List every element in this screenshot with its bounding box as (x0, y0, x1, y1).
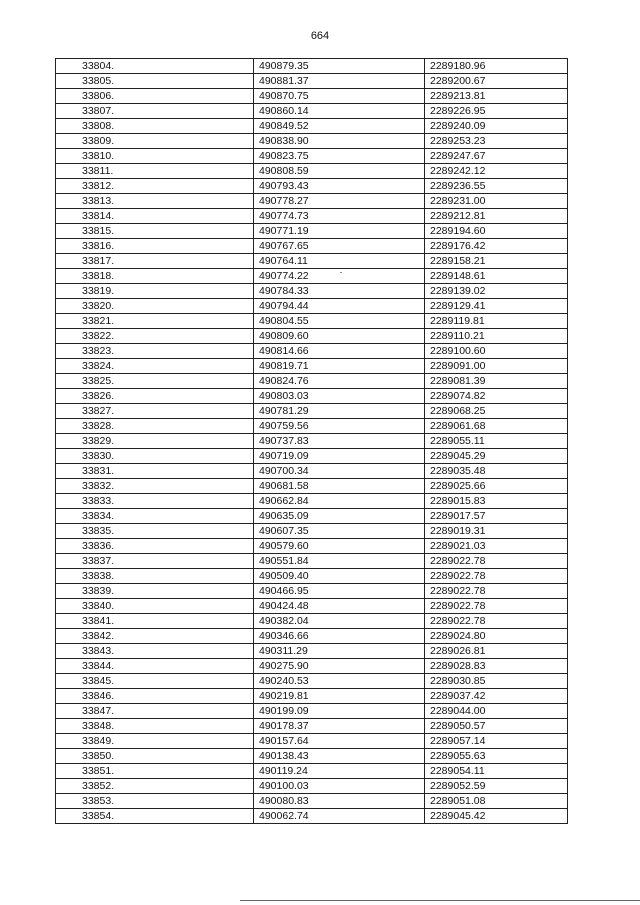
y-coordinate-cell: 2289054.11 (425, 764, 568, 779)
table-row (56, 254, 568, 269)
x-coordinate-cell: 490700.34 (254, 464, 425, 479)
table-row (56, 614, 568, 629)
y-coordinate-cell: 2289158.21 (425, 254, 568, 269)
point-id-cell: 33812. (56, 179, 254, 194)
x-coordinate-cell: 490466.95 (254, 584, 425, 599)
x-coordinate-cell: 490138.43 (254, 749, 425, 764)
y-coordinate-cell: 2289024.80 (425, 629, 568, 644)
table-row (56, 359, 568, 374)
y-coordinate-cell: 2289129.41 (425, 299, 568, 314)
point-id-cell: 33834. (56, 509, 254, 524)
x-coordinate-cell: 490881.37 (254, 74, 425, 89)
point-id-cell: 33806. (56, 89, 254, 104)
point-id-cell: 33814. (56, 209, 254, 224)
table-row (56, 704, 568, 719)
x-coordinate-cell: 490509.40 (254, 569, 425, 584)
point-id-cell: 33820. (56, 299, 254, 314)
x-coordinate-cell: 490157.64 (254, 734, 425, 749)
y-coordinate-cell: 2289019.31 (425, 524, 568, 539)
table-row (56, 404, 568, 419)
y-coordinate-cell: 2289074.82 (425, 389, 568, 404)
x-coordinate-cell: 490823.75 (254, 149, 425, 164)
table-row (56, 269, 568, 284)
x-coordinate-cell: 490737.83 (254, 434, 425, 449)
point-id-cell: 33808. (56, 119, 254, 134)
table-row (56, 644, 568, 659)
y-coordinate-cell: 2289213.81 (425, 89, 568, 104)
table-row (56, 464, 568, 479)
table-row (56, 299, 568, 314)
x-coordinate-cell: 490382.04 (254, 614, 425, 629)
y-coordinate-cell: 2289139.02 (425, 284, 568, 299)
x-coordinate-cell: 490764.11 (254, 254, 425, 269)
x-coordinate-cell: 490784.33 (254, 284, 425, 299)
point-id-cell: 33845. (56, 674, 254, 689)
point-id-cell: 33811. (56, 164, 254, 179)
x-coordinate-cell: 490793.43 (254, 179, 425, 194)
point-id-cell: 33841. (56, 614, 254, 629)
x-coordinate-cell: 490774.22 (254, 269, 425, 284)
table-row (56, 119, 568, 134)
table-row (56, 749, 568, 764)
point-id-cell: 33847. (56, 704, 254, 719)
y-coordinate-cell: 2289050.57 (425, 719, 568, 734)
table-row (56, 89, 568, 104)
point-id-cell: 33843. (56, 644, 254, 659)
table-row (56, 239, 568, 254)
table-row (56, 179, 568, 194)
table-row (56, 584, 568, 599)
x-coordinate-cell: 490803.03 (254, 389, 425, 404)
table-row (56, 674, 568, 689)
point-id-cell: 33837. (56, 554, 254, 569)
table-row (56, 74, 568, 89)
point-id-cell: 33813. (56, 194, 254, 209)
x-coordinate-cell: 490824.76 (254, 374, 425, 389)
x-coordinate-cell: 490759.56 (254, 419, 425, 434)
y-coordinate-cell: 2289022.78 (425, 599, 568, 614)
point-id-cell: 33809. (56, 134, 254, 149)
x-coordinate-cell: 490100.03 (254, 779, 425, 794)
y-coordinate-cell: 2289068.25 (425, 404, 568, 419)
point-id-cell: 33835. (56, 524, 254, 539)
table-row (56, 374, 568, 389)
point-id-cell: 33816. (56, 239, 254, 254)
scan-artifact-dot (340, 272, 342, 273)
x-coordinate-cell: 490681.58 (254, 479, 425, 494)
table-row (56, 314, 568, 329)
page-number: 664 (310, 30, 330, 42)
table-row (56, 554, 568, 569)
table-row (56, 569, 568, 584)
table-row (56, 329, 568, 344)
point-id-cell: 33836. (56, 539, 254, 554)
x-coordinate-cell: 490870.75 (254, 89, 425, 104)
table-row (56, 149, 568, 164)
table-row (56, 59, 568, 74)
x-coordinate-cell: 490119.24 (254, 764, 425, 779)
x-coordinate-cell: 490879.35 (254, 59, 425, 74)
x-coordinate-cell: 490767.65 (254, 239, 425, 254)
point-id-cell: 33828. (56, 419, 254, 434)
x-coordinate-cell: 490794.44 (254, 299, 425, 314)
point-id-cell: 33838. (56, 569, 254, 584)
x-coordinate-cell: 490662.84 (254, 494, 425, 509)
x-coordinate-cell: 490275.90 (254, 659, 425, 674)
table-row (56, 809, 568, 824)
y-coordinate-cell: 2289030.85 (425, 674, 568, 689)
table-row (56, 719, 568, 734)
table-row (56, 494, 568, 509)
point-id-cell: 33853. (56, 794, 254, 809)
x-coordinate-cell: 490199.09 (254, 704, 425, 719)
point-id-cell: 33846. (56, 689, 254, 704)
point-id-cell: 33815. (56, 224, 254, 239)
x-coordinate-cell: 490814.66 (254, 344, 425, 359)
x-coordinate-cell: 490819.71 (254, 359, 425, 374)
point-id-cell: 33851. (56, 764, 254, 779)
point-id-cell: 33824. (56, 359, 254, 374)
point-id-cell: 33818. (56, 269, 254, 284)
y-coordinate-cell: 2289015.83 (425, 494, 568, 509)
coordinates-table (55, 58, 568, 824)
point-id-cell: 33849. (56, 734, 254, 749)
point-id-cell: 33821. (56, 314, 254, 329)
table-row (56, 479, 568, 494)
y-coordinate-cell: 2289044.00 (425, 704, 568, 719)
x-coordinate-cell: 490311.29 (254, 644, 425, 659)
x-coordinate-cell: 490774.73 (254, 209, 425, 224)
y-coordinate-cell: 2289100.60 (425, 344, 568, 359)
table-row (56, 779, 568, 794)
table-row (56, 284, 568, 299)
y-coordinate-cell: 2289236.55 (425, 179, 568, 194)
y-coordinate-cell: 2289091.00 (425, 359, 568, 374)
x-coordinate-cell: 490778.27 (254, 194, 425, 209)
table-row (56, 524, 568, 539)
table-row (56, 509, 568, 524)
point-id-cell: 33804. (56, 59, 254, 74)
x-coordinate-cell: 490219.81 (254, 689, 425, 704)
y-coordinate-cell: 2289021.03 (425, 539, 568, 554)
table-row (56, 104, 568, 119)
table-row (56, 164, 568, 179)
y-coordinate-cell: 2289055.11 (425, 434, 568, 449)
x-coordinate-cell: 490838.90 (254, 134, 425, 149)
table-row (56, 389, 568, 404)
point-id-cell: 33827. (56, 404, 254, 419)
point-id-cell: 33854. (56, 809, 254, 824)
x-coordinate-cell: 490771.19 (254, 224, 425, 239)
y-coordinate-cell: 2289037.42 (425, 689, 568, 704)
point-id-cell: 33822. (56, 329, 254, 344)
point-id-cell: 33850. (56, 749, 254, 764)
table-row (56, 419, 568, 434)
y-coordinate-cell: 2289022.78 (425, 554, 568, 569)
x-coordinate-cell: 490809.60 (254, 329, 425, 344)
x-coordinate-cell: 490579.60 (254, 539, 425, 554)
y-coordinate-cell: 2289176.42 (425, 239, 568, 254)
y-coordinate-cell: 2289194.60 (425, 224, 568, 239)
y-coordinate-cell: 2289017.57 (425, 509, 568, 524)
table-row (56, 194, 568, 209)
y-coordinate-cell: 2289045.42 (425, 809, 568, 824)
y-coordinate-cell: 2289231.00 (425, 194, 568, 209)
point-id-cell: 33852. (56, 779, 254, 794)
x-coordinate-cell: 490860.14 (254, 104, 425, 119)
x-coordinate-cell: 490346.66 (254, 629, 425, 644)
table-row (56, 794, 568, 809)
x-coordinate-cell: 490607.35 (254, 524, 425, 539)
point-id-cell: 33829. (56, 434, 254, 449)
y-coordinate-cell: 2289247.67 (425, 149, 568, 164)
point-id-cell: 33831. (56, 464, 254, 479)
y-coordinate-cell: 2289022.78 (425, 614, 568, 629)
point-id-cell: 33830. (56, 449, 254, 464)
point-id-cell: 33810. (56, 149, 254, 164)
y-coordinate-cell: 2289022.78 (425, 569, 568, 584)
point-id-cell: 33807. (56, 104, 254, 119)
table-row (56, 209, 568, 224)
y-coordinate-cell: 2289022.78 (425, 584, 568, 599)
table-row (56, 449, 568, 464)
point-id-cell: 33844. (56, 659, 254, 674)
point-id-cell: 33839. (56, 584, 254, 599)
y-coordinate-cell: 2289052.59 (425, 779, 568, 794)
x-coordinate-cell: 490808.59 (254, 164, 425, 179)
point-id-cell: 33848. (56, 719, 254, 734)
table-row (56, 224, 568, 239)
y-coordinate-cell: 2289110.21 (425, 329, 568, 344)
y-coordinate-cell: 2289026.81 (425, 644, 568, 659)
y-coordinate-cell: 2289200.67 (425, 74, 568, 89)
table-row (56, 599, 568, 614)
table-row (56, 344, 568, 359)
y-coordinate-cell: 2289212.81 (425, 209, 568, 224)
x-coordinate-cell: 490849.52 (254, 119, 425, 134)
point-id-cell: 33817. (56, 254, 254, 269)
x-coordinate-cell: 490062.74 (254, 809, 425, 824)
y-coordinate-cell: 2289035.48 (425, 464, 568, 479)
point-id-cell: 33819. (56, 284, 254, 299)
x-coordinate-cell: 490424.48 (254, 599, 425, 614)
table-row (56, 434, 568, 449)
y-coordinate-cell: 2289051.08 (425, 794, 568, 809)
point-id-cell: 33805. (56, 74, 254, 89)
x-coordinate-cell: 490178.37 (254, 719, 425, 734)
y-coordinate-cell: 2289253.23 (425, 134, 568, 149)
y-coordinate-cell: 2289081.39 (425, 374, 568, 389)
table-row (56, 734, 568, 749)
y-coordinate-cell: 2289028.83 (425, 659, 568, 674)
x-coordinate-cell: 490080.83 (254, 794, 425, 809)
point-id-cell: 33825. (56, 374, 254, 389)
x-coordinate-cell: 490719.09 (254, 449, 425, 464)
table-row (56, 659, 568, 674)
table-row (56, 764, 568, 779)
point-id-cell: 33823. (56, 344, 254, 359)
y-coordinate-cell: 2289061.68 (425, 419, 568, 434)
point-id-cell: 33833. (56, 494, 254, 509)
y-coordinate-cell: 2289045.29 (425, 449, 568, 464)
y-coordinate-cell: 2289055.63 (425, 749, 568, 764)
y-coordinate-cell: 2289240.09 (425, 119, 568, 134)
coordinates-table-body (56, 59, 568, 824)
x-coordinate-cell: 490635.09 (254, 509, 425, 524)
point-id-cell: 33842. (56, 629, 254, 644)
y-coordinate-cell: 2289057.14 (425, 734, 568, 749)
point-id-cell: 33826. (56, 389, 254, 404)
table-row (56, 689, 568, 704)
x-coordinate-cell: 490551.84 (254, 554, 425, 569)
x-coordinate-cell: 490781.29 (254, 404, 425, 419)
point-id-cell: 33840. (56, 599, 254, 614)
point-id-cell: 33832. (56, 479, 254, 494)
table-row (56, 629, 568, 644)
y-coordinate-cell: 2289180.96 (425, 59, 568, 74)
scan-edge-line (240, 900, 640, 901)
y-coordinate-cell: 2289148.61 (425, 269, 568, 284)
y-coordinate-cell: 2289025.66 (425, 479, 568, 494)
y-coordinate-cell: 2289226.95 (425, 104, 568, 119)
table-row (56, 134, 568, 149)
x-coordinate-cell: 490804.55 (254, 314, 425, 329)
y-coordinate-cell: 2289242.12 (425, 164, 568, 179)
y-coordinate-cell: 2289119.81 (425, 314, 568, 329)
x-coordinate-cell: 490240.53 (254, 674, 425, 689)
table-row (56, 539, 568, 554)
